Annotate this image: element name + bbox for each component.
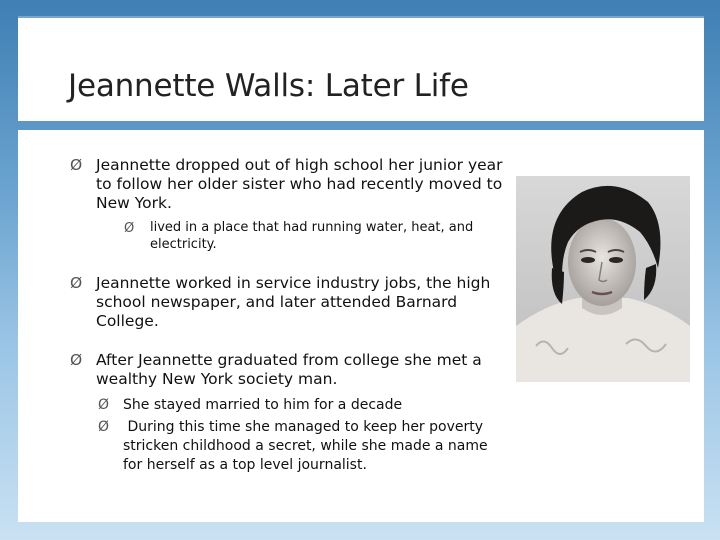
sub-bullet-arrow-icon: Ø xyxy=(98,419,110,435)
bullet-1-line-1: Jeannette dropped out of high school her junior year xyxy=(96,156,503,174)
bullet-3-sub-1 xyxy=(123,396,402,415)
bullet-1-sub-1-line-1: lived in a place that had running water, heat, and xyxy=(150,220,474,235)
bullet-1-sub-1-line-2: electricity. xyxy=(150,237,217,252)
bullet-3-sub-1-line-1: She stayed married to him for a decade xyxy=(123,397,403,413)
bullet-1 xyxy=(96,156,503,213)
bullet-3-sub-2-line-2: stricken childhood a secret, while she made a name xyxy=(123,438,488,454)
portrait-photo xyxy=(516,176,690,382)
bullet-3-line-1: After Jeannette graduated from college she met a xyxy=(96,351,482,369)
bullet-arrow-icon: Ø xyxy=(70,274,83,292)
bullet-3-sub-2-line-1: During this time she managed to keep her poverty xyxy=(123,419,484,435)
bullet-arrow-icon: Ø xyxy=(70,156,83,174)
bullet-2-line-1: Jeannette worked in service industry jobs, the high xyxy=(96,274,491,292)
bullet-3-sub-2 xyxy=(123,418,488,475)
bullet-1-line-3: New York. xyxy=(96,194,172,212)
sub-bullet-arrow-icon: Ø xyxy=(124,221,135,236)
bullet-2-line-2: school newspaper, and later attended Barnard xyxy=(96,293,458,311)
bullet-3-line-2: wealthy New York society man. xyxy=(96,370,338,388)
bullet-2 xyxy=(96,274,490,331)
bullet-1-sub-1 xyxy=(150,219,473,253)
bullet-2-line-3: College. xyxy=(96,312,159,330)
sub-bullet-arrow-icon: Ø xyxy=(98,397,110,413)
portrait-photo-icon xyxy=(516,176,690,382)
bullet-1-line-2: to follow her older sister who had recently moved to xyxy=(96,175,503,193)
slide-title: Jeannette Walls: Later Life xyxy=(68,68,469,104)
bullet-3-sub-2-line-3: for herself as a top level journalist. xyxy=(123,457,367,473)
bullet-3 xyxy=(96,351,482,389)
bullet-arrow-icon: Ø xyxy=(70,351,83,369)
